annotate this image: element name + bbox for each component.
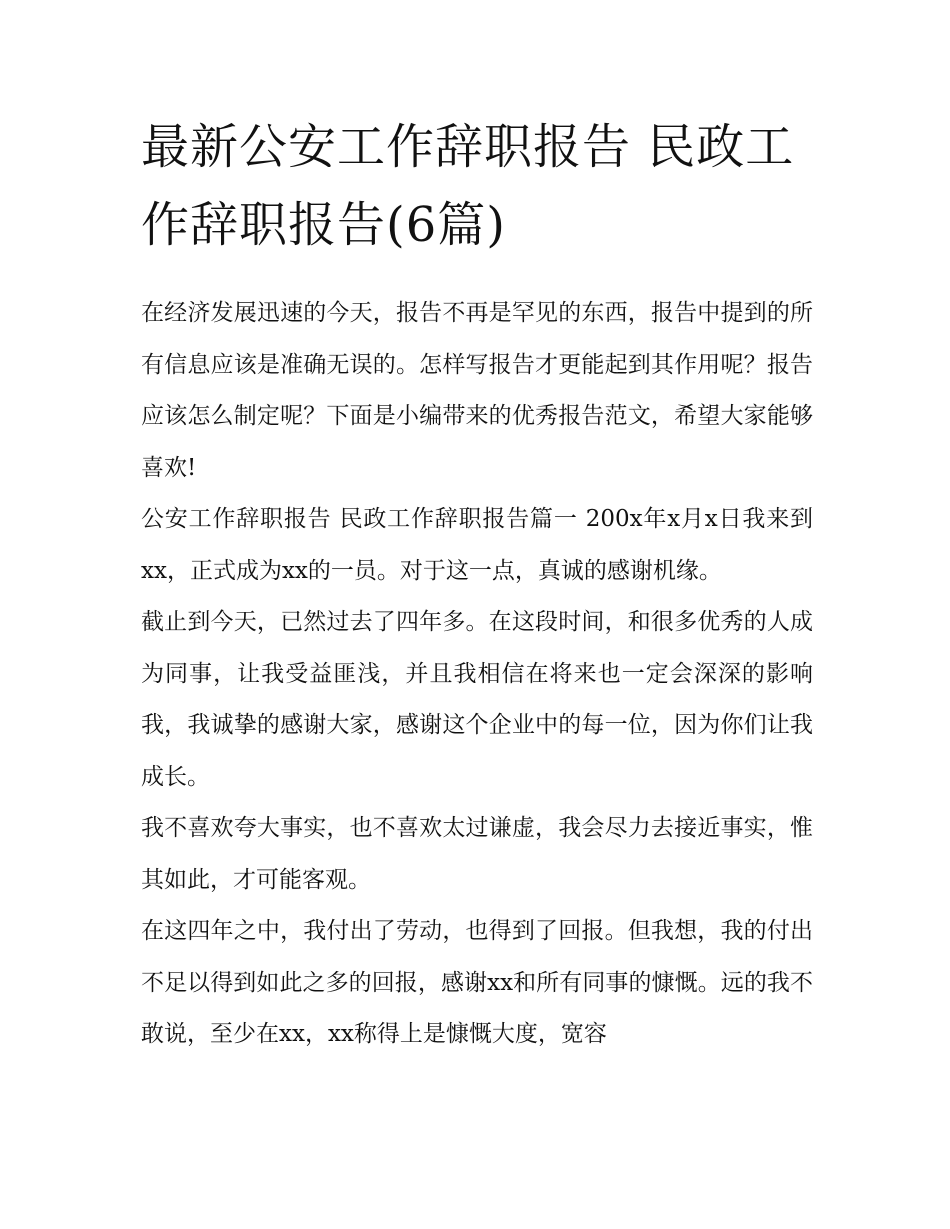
- paragraph-rewards: 在这四年之中，我付出了劳动，也得到了回报。但我想，我的付出不足以得到如此之多的回报，感谢xx和所有同事的慷慨。远的我不敢说，至少在xx，xx称得上是慷慨大度，宽容: [141, 918, 813, 1047]
- paragraph-section-one: 公安工作辞职报告 民政工作辞职报告篇一 200x年x月x日我来到xx，正式成为xx的一员。对于这一点，真诚的感谢机缘。: [141, 506, 813, 584]
- paragraph-intro: 在经济发展迅速的今天，报告不再是罕见的东西，报告中提到的所有信息应该是准确无误的。怎样写报告才更能起到其作用呢？报告应该怎么制定呢？下面是小编带来的优秀报告范文，希望大家能够喜欢!: [141, 300, 813, 481]
- paragraph-gratitude: 截止到今天，已然过去了四年多。在这段时间，和很多优秀的人成为同事，让我受益匪浅，并且我相信在将来也一定会深深的影响我，我诚挚的感谢大家，感谢这个企业中的每一位，因为你们让我成长。: [141, 609, 813, 790]
- document-content: [141, 108, 813, 1061]
- document-title: 最新公安工作辞职报告 民政工作辞职报告(6篇): [141, 119, 795, 253]
- document-body: [141, 288, 813, 1061]
- paragraph-objectivity: 我不喜欢夸大事实，也不喜欢太过谦虚，我会尽力去接近事实，惟其如此，才可能客观。: [141, 815, 813, 893]
